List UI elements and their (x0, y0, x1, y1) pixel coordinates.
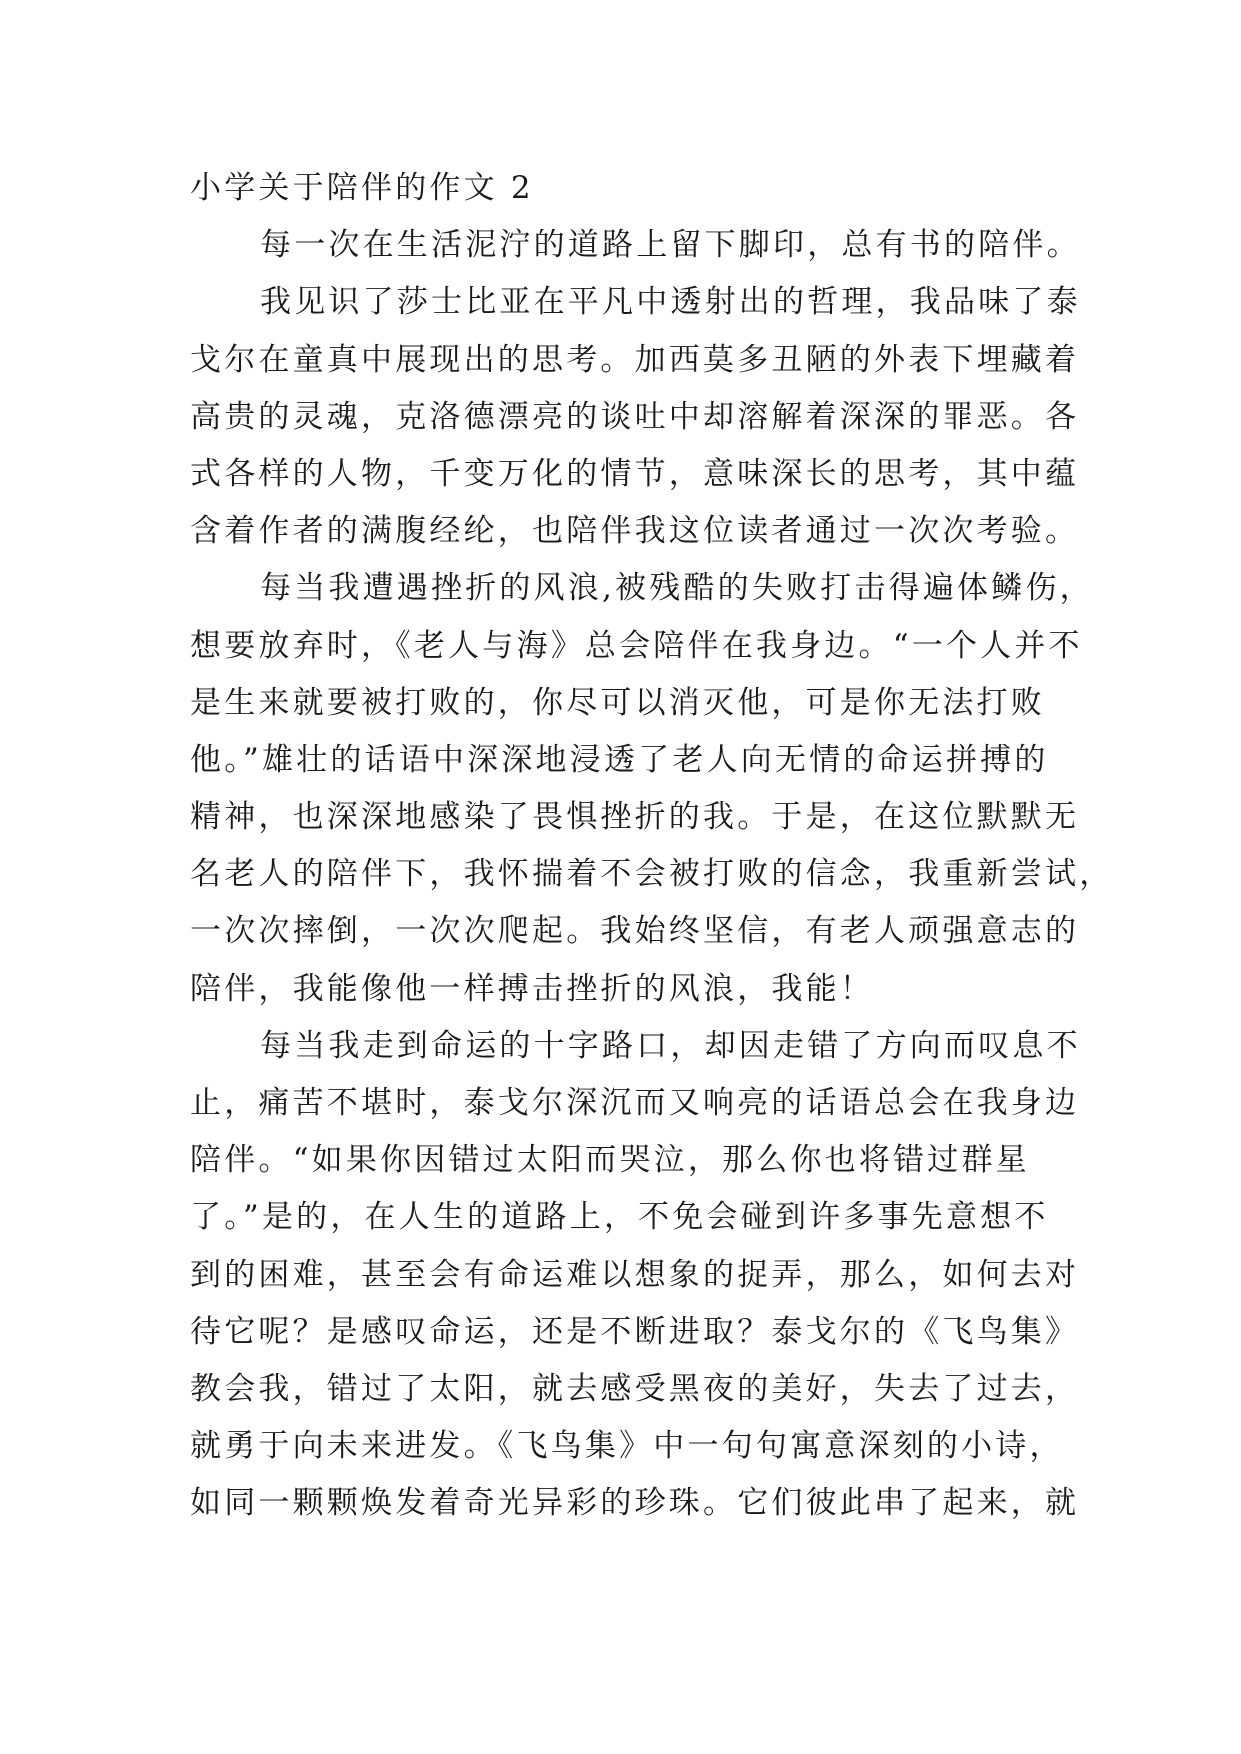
paragraph-4-line: 教会我，错过了太阳，就去感受黑夜的美好，失去了过去， (190, 1370, 1080, 1407)
paragraph-4-line: 就勇于向未来进发。《飞鸟集》中一句句寓意深刻的小诗， (190, 1428, 1064, 1465)
paragraph-3-line: 是生来就要被打败的，你尽可以消灭他，可是你无法打败 (190, 684, 1045, 721)
document-body (190, 160, 1114, 1533)
paragraph-3-line: 陪伴，我能像他一样搏击挫折的风浪，我能！ (190, 970, 874, 1007)
paragraph-3-line: 他。”雄壮的话语中深深地浸透了老人向无情的命运拼搏的 (190, 741, 1049, 778)
paragraph-4-line: 止，痛苦不堪时，泰戈尔深沉而又响亮的话语总会在我身边 (190, 1085, 1080, 1121)
paragraph-1-line: 每一次在生活泥泞的道路上留下脚印，总有书的陪伴。 (260, 227, 1081, 264)
paragraph-2-line: 我见识了莎士比亚在平凡中透射出的哲理，我品味了泰 (260, 284, 1081, 321)
paragraph-2-line: 式各样的人物，千变万化的情节，意味深长的思考，其中蕴 (190, 455, 1080, 492)
paragraph-2-line: 戈尔在童真中展现出的思考。加西莫多丑陋的外表下埋藏着 (190, 341, 1080, 378)
paragraph-4-line: 待它呢？是感叹命运，还是不断进取？泰戈尔的《飞鸟集》 (190, 1313, 1080, 1350)
document-title: 小学关于陪伴的作文 2 (190, 170, 534, 206)
paragraph-4-line: 了。”是的，在人生的道路上，不免会碰到许多事先意想不 (190, 1199, 1049, 1236)
paragraph-4-line: 如同一颗颗焕发着奇光异彩的珍珠。它们彼此串了起来，就 (190, 1485, 1080, 1522)
paragraph-3-line: 名老人的陪伴下，我怀揣着不会被打败的信念，我重新尝试， (190, 856, 1114, 893)
paragraph-4-line: 每当我走到命运的十字路口，却因走错了方向而叹息不 (260, 1027, 1081, 1064)
paragraph-3-line: 想要放弃时，《老人与海》总会陪伴在我身边。“一个人并不 (190, 627, 1083, 664)
paragraph-2-line: 高贵的灵魂，克洛德漂亮的谈吐中却溶解着深深的罪恶。各 (190, 398, 1080, 435)
paragraph-3-line: 精神，也深深地感染了畏惧挫折的我。于是，在这位默默无 (190, 799, 1080, 836)
paragraph-2-line: 含着作者的满腹经纶，也陪伴我这位读者通过一次次考验。 (190, 513, 1080, 550)
paragraph-4-line: 到的困难，甚至会有命运难以想象的捉弄，那么，如何去对 (190, 1256, 1080, 1293)
paragraph-4-line: 陪伴。“如果你因错过太阳而哭泣，那么你也将错过群星 (190, 1142, 1030, 1179)
paragraph-3-line: 每当我遭遇挫折的风浪,被残酷的失败打击得遍体鳞伤， (260, 570, 1094, 607)
paragraph-3-line: 一次次摔倒，一次次爬起。我始终坚信，有老人顽强意志的 (190, 913, 1080, 950)
